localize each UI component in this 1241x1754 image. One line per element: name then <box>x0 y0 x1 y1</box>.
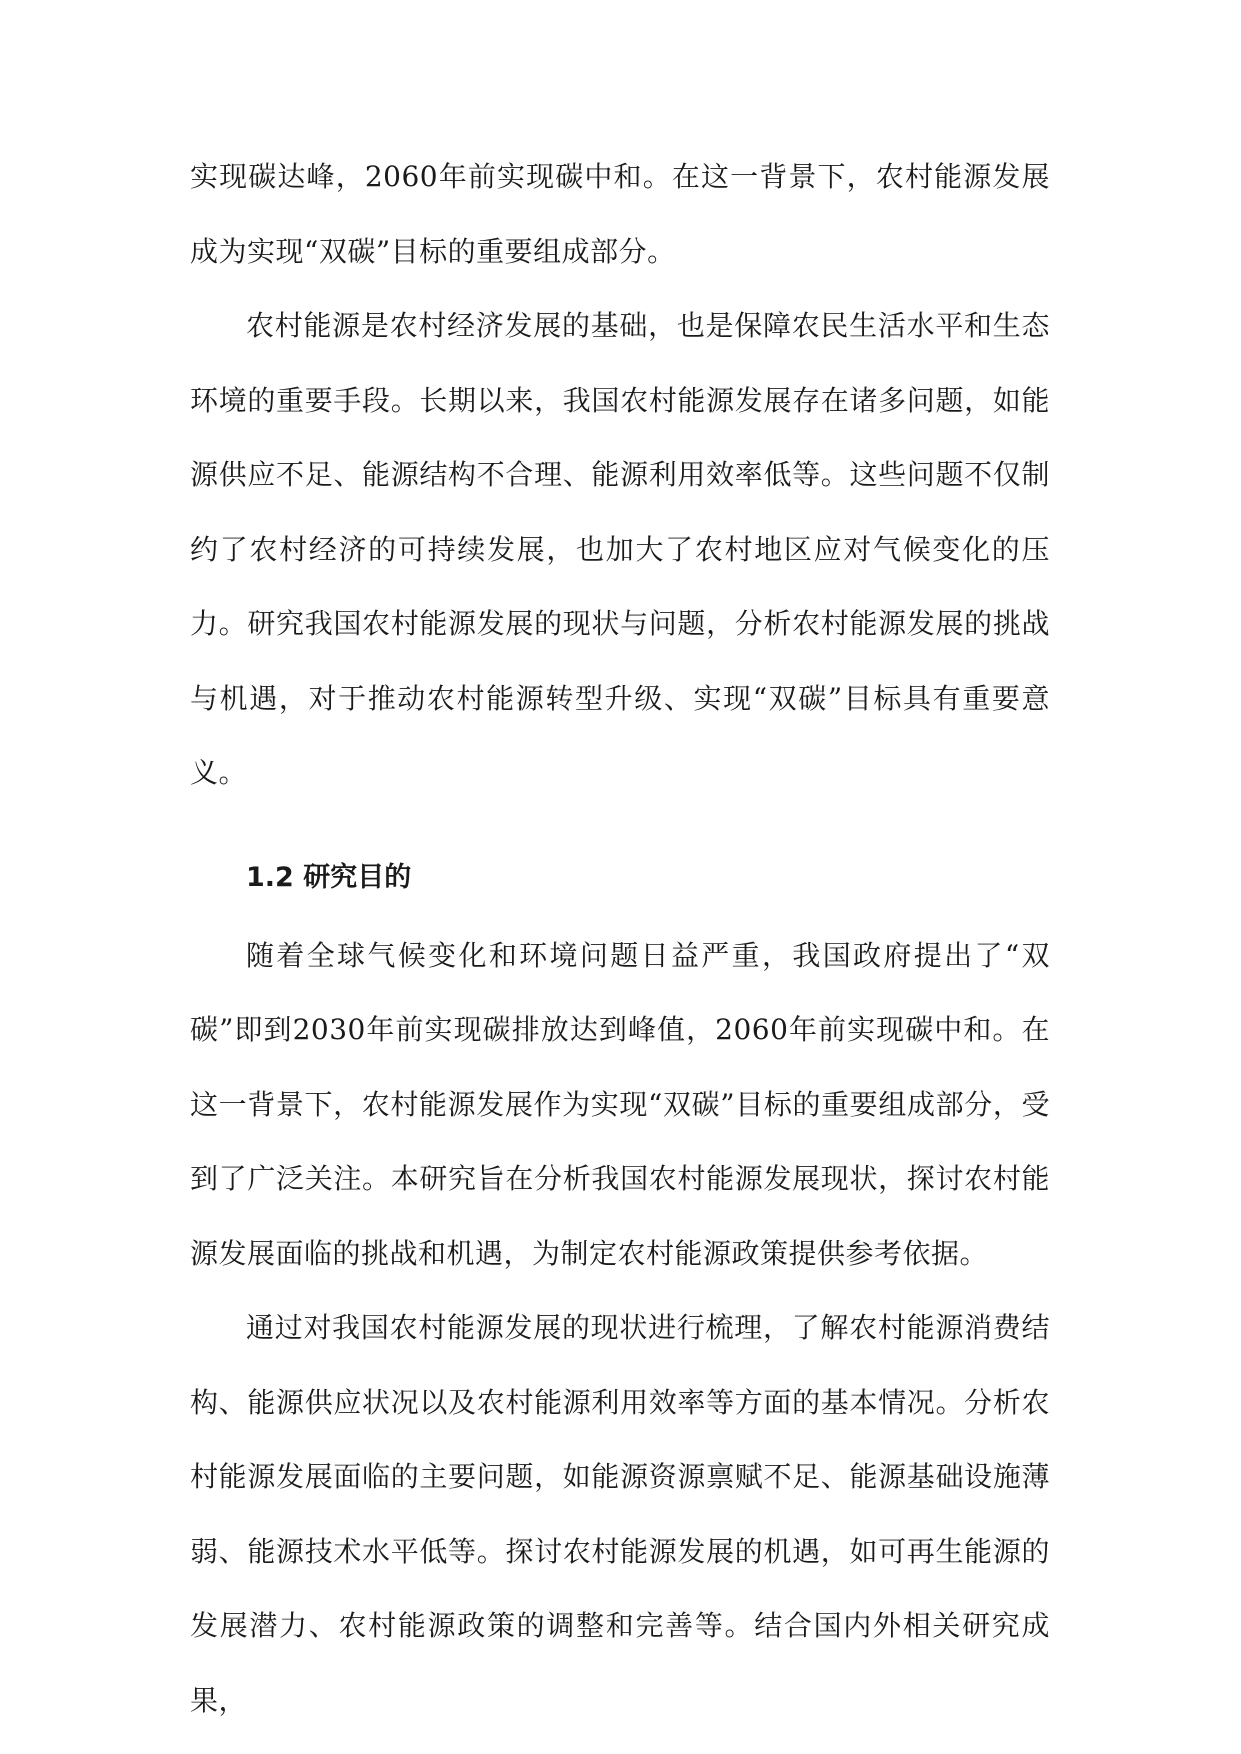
section-heading: 1.2 研究目的 <box>246 861 412 893</box>
document-body <box>190 140 1050 1738</box>
paragraph-rural-energy-background: 农村能源是农村经济发展的基础，也是保障农民生活水平和生态环境的重要手段。长期以来，我国农村能源发展存在诸多问题，如能源供应不足、能源结构不合理、能源利用效率低等。这些问题不仅制约了农村经济的可持续发展，也加大了农村地区应对气候变化的压力。研究我国农村能源发展的现状与问题，分析农村能源发展的挑战与机遇，对于推动农村能源转型升级、实现“双碳”目标具有重要意义。 <box>190 309 1050 789</box>
paragraph-research-purpose: 随着全球气候变化和环境问题日益严重，我国政府提出了“双碳”即到2030年前实现碳排放达到峰值，2060年前实现碳中和。在这一背景下，农村能源发展作为实现“双碳”目标的重要组成部分，受到了广泛关注。本研究旨在分析我国农村能源发展现状，探讨农村能源发展面临的挑战和机遇，为制定农村能源政策提供参考依据。 <box>190 938 1050 1270</box>
paragraph-research-approach: 通过对我国农村能源发展的现状进行梳理，了解农村能源消费结构、能源供应状况以及农村能源利用效率等方面的基本情况。分析农村能源发展面临的主要问题，如能源资源禀赋不足、能源基础设施薄弱、能源技术水平低等。探讨农村能源发展的机遇，如可再生能源的发展潜力、农村能源政策的调整和完善等。结合国内外相关研究成果， <box>190 1311 1050 1717</box>
paragraph-continuation: 实现碳达峰，2060年前实现碳中和。在这一背景下，农村能源发展成为实现“双碳”目标的重要组成部分。 <box>190 160 1050 268</box>
